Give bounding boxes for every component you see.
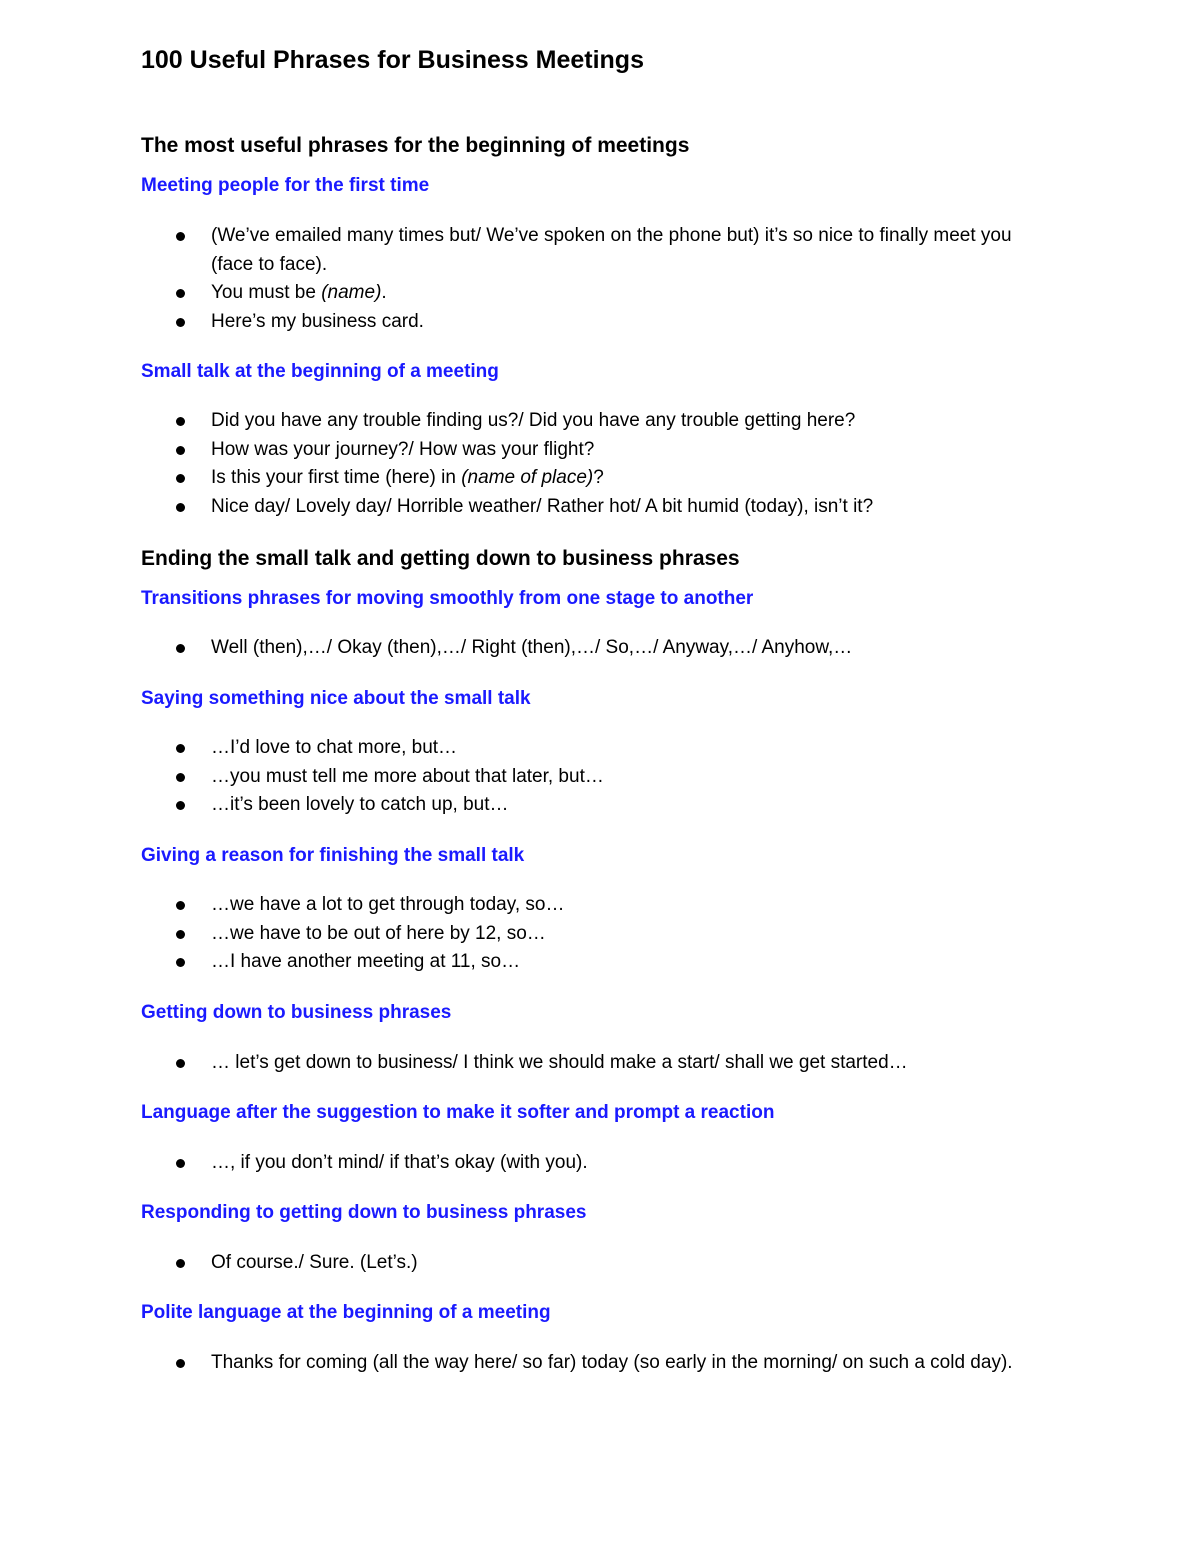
list-item xyxy=(176,1149,1056,1178)
list-item-text: …it’s been lovely to catch up, but… xyxy=(211,794,509,815)
bullet-list xyxy=(176,1349,1056,1378)
subsection-heading: Meeting people for the first time xyxy=(141,175,430,196)
list-item-text: …we have to be out of here by 12, so… xyxy=(211,922,546,944)
list-item-text: Here’s my business card. xyxy=(211,310,424,332)
list-item xyxy=(176,634,1056,663)
subsection-heading: Polite language at the beginning of a meeting xyxy=(141,1302,551,1323)
bullet-list xyxy=(176,407,1056,521)
list-item xyxy=(176,493,1056,522)
subsection-heading: Transitions phrases for moving smoothly from one stage to another xyxy=(141,588,754,609)
list-item-text: …I have another meeting at 11, so… xyxy=(211,951,521,972)
list-item-text-before: Is this your first time (here) in xyxy=(211,467,462,488)
list-item xyxy=(176,308,1056,337)
list-item-text: …we have a lot to get through today, so… xyxy=(211,894,565,915)
list-item-text: Thanks for coming (all the way here/ so far) today (so early in the morning/ on such a cold day). xyxy=(211,1352,1013,1373)
bullet-list xyxy=(176,222,1056,336)
list-item xyxy=(176,891,1056,920)
list-item-text: Of course./ Sure. (Let’s.) xyxy=(211,1252,418,1273)
list-item-text: Did you have any trouble finding us?/ Did you have any trouble getting here? xyxy=(211,410,856,431)
bullet-list xyxy=(176,1049,1056,1078)
list-item xyxy=(176,279,1056,308)
bullet-list xyxy=(176,891,1056,977)
list-item-text: Well (then),…/ Okay (then),…/ Right (then),…/ So,…/ Anyway,…/ Anyhow,… xyxy=(211,637,853,658)
page-title: 100 Useful Phrases for Business Meetings xyxy=(141,46,644,74)
subsection-heading: Giving a reason for finishing the small talk xyxy=(141,845,525,866)
list-item xyxy=(176,1049,1056,1078)
list-item xyxy=(176,1349,1056,1378)
subsection-heading: Small talk at the beginning of a meeting xyxy=(141,361,499,382)
section-heading: Ending the small talk and getting down to business phrases xyxy=(141,547,740,570)
list-item-text: …I’d love to chat more, but… xyxy=(211,737,458,758)
list-item xyxy=(176,920,1056,949)
list-item xyxy=(176,763,1056,792)
list-item-text: (We’ve emailed many times but/ We’ve spoken on the phone but) it’s so nice to finally meet you (face to face). xyxy=(211,225,1012,275)
list-item xyxy=(176,1249,1056,1278)
subsection-heading: Saying something nice about the small talk xyxy=(141,688,531,709)
list-item-text: How was your journey?/ How was your flight? xyxy=(211,438,595,460)
list-item xyxy=(176,407,1056,436)
list-item xyxy=(176,734,1056,763)
list-item-placeholder: (name of place) xyxy=(461,467,594,488)
list-item-placeholder: (name) xyxy=(321,282,382,303)
list-item xyxy=(176,436,1056,465)
list-item-text: Nice day/ Lovely day/ Horrible weather/ Rather hot/ A bit humid (today), isn’t it? xyxy=(211,495,874,517)
list-item xyxy=(176,791,1056,820)
list-item xyxy=(176,464,1056,493)
section-heading: The most useful phrases for the beginning of meetings xyxy=(141,134,690,157)
list-item-text: …, if you don’t mind/ if that’s okay (with you). xyxy=(211,1152,588,1173)
bullet-list xyxy=(176,1249,1056,1278)
subsection-heading: Language after the suggestion to make it softer and prompt a reaction xyxy=(141,1102,775,1123)
bullet-list xyxy=(176,1149,1056,1178)
list-item-text-after: ? xyxy=(593,467,604,488)
list-item-text: … let’s get down to business/ I think we should make a start/ shall we get started… xyxy=(211,1052,908,1073)
list-item xyxy=(176,222,1056,279)
bullet-list xyxy=(176,634,1056,663)
bullet-list xyxy=(176,734,1056,820)
list-item-text: …you must tell me more about that later, but… xyxy=(211,765,604,787)
subsection-heading: Responding to getting down to business phrases xyxy=(141,1202,587,1223)
list-item xyxy=(176,948,1056,977)
subsection-heading: Getting down to business phrases xyxy=(141,1002,452,1023)
list-item-text-after: . xyxy=(381,282,387,303)
list-item-text-before: You must be xyxy=(211,282,322,303)
